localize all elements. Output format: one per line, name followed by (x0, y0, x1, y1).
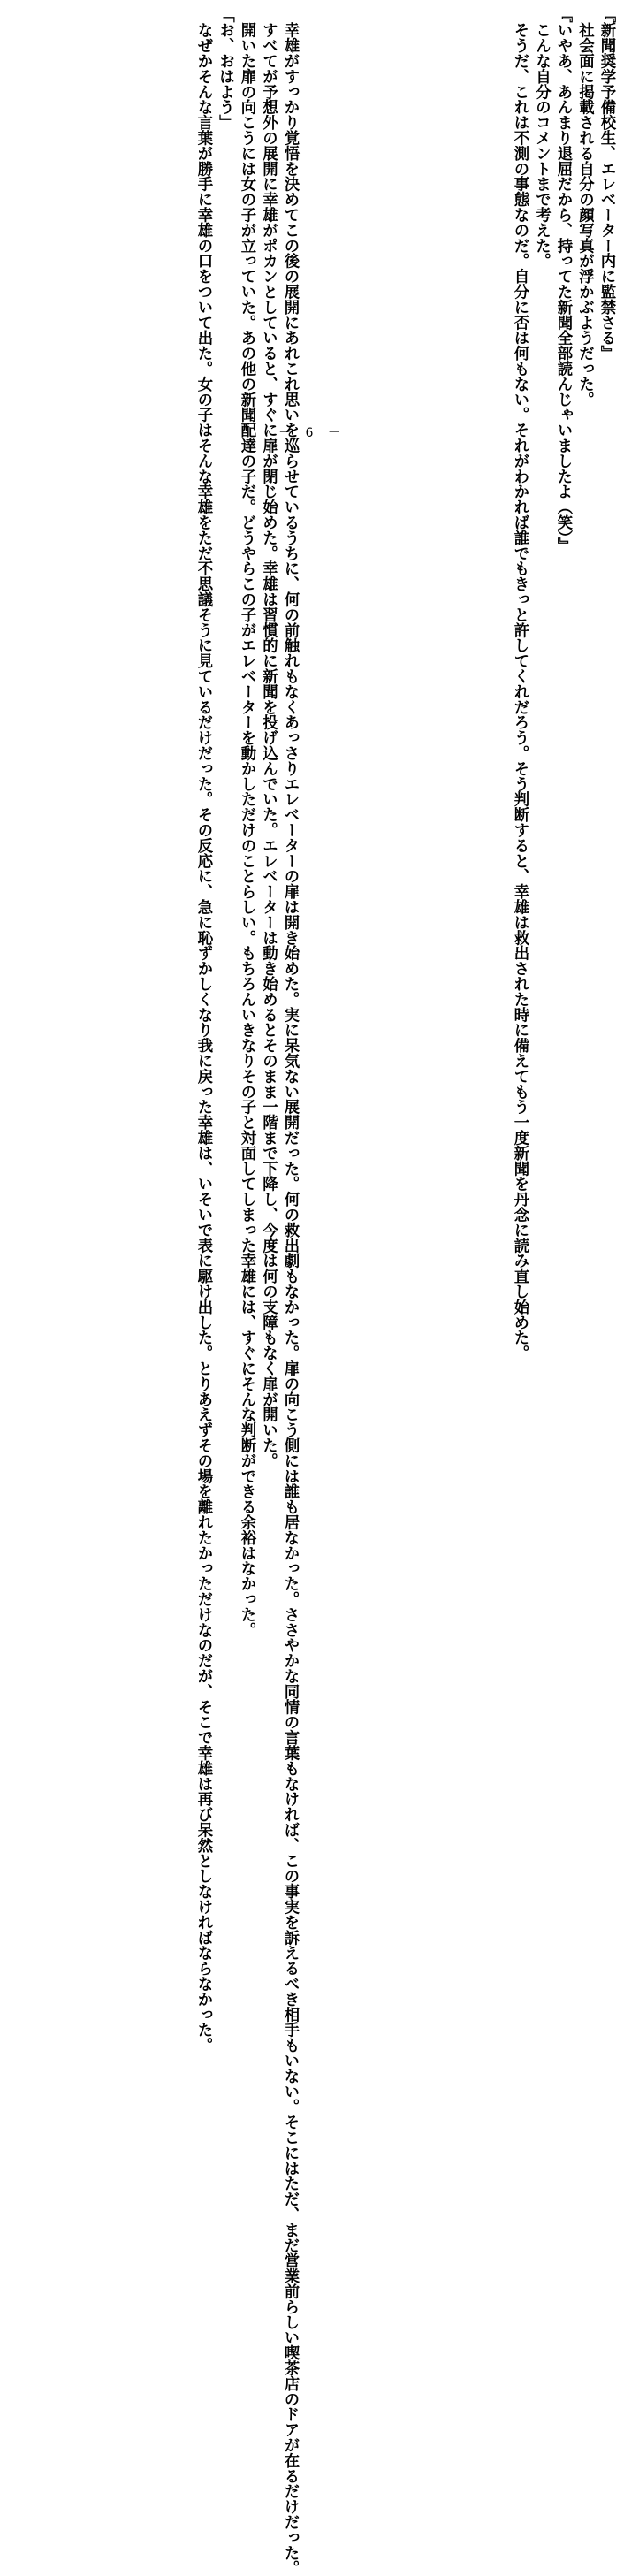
paragraph-quote: 『いやあ、あんまり退屈だから、持ってた新聞全部読んじゃいましたよ（笑）』 (554, 7, 572, 553)
paragraph: 社会面に掲載される自分の顔写真が浮かぶようだった。 (575, 7, 594, 408)
left-text-column (193, 7, 301, 2576)
paragraph: なぜかそんな言葉が勝手に幸雄の口をついて出た。女の子はそんな幸雄をただ不思議そうに見ているだけだった。その反応に、急に恥ずかしくなり我に戻った幸雄は、いそいで表に駆け出した。とりあえずその場を離れたかっただけなのだが、そこで幸雄は再び呆然としなければならなかった。 (194, 7, 212, 2054)
right-text-column (509, 7, 618, 1361)
paragraph: こんな自分のコメントまで考えた。 (532, 7, 551, 269)
paragraph-dialogue: 「お、おはよう」 (216, 7, 234, 131)
page-number: － 6 － (278, 426, 346, 440)
paragraph: 開いた扉の向こうには女の子が立っていた。あの他の新聞配達の子だ。どうやらこの子がエレベーターを動かしただけのことらしい。もちろんいきなりその子と対面してしまった幸雄には、すぐにそんな判断ができる余裕はなかった。 (238, 7, 255, 1638)
paragraph: 幸雄がすっかり覚悟を決めてこの後の展開にあれこれ思いを巡らせているうちに、何の前触れもなくあっさりエレベーターの扉は開き始めた。実に呆気ない展開だった。何の救出劇もなかった。扉の向こう側には誰も居なかった。ささやかな同情の言葉もなければ、この事実を訴えるべき相手もいない。そこにはただ、まだ営業前らしい喫茶店のドアが在るだけだった。 (281, 7, 299, 2576)
paragraph: そうだ、これは不測の事態なのだ。自分に否は何もない。それがわかれば誰でもきっと許してくれだろう。そう判断すると、幸雄は救出された時に備えてもう一度新聞を丹念に読み直し始めた。 (511, 7, 529, 1361)
paragraph-headline: 『新聞奨学予備校生、エレベーター内に監禁さる』 (597, 7, 615, 362)
paragraph: すべてが予想外の展開に幸雄がポカンとしていると、すぐに扉が閉じ始めた。幸雄は習慣的に新聞を投げ込んでいた。エレベーターは動き始めるとそのまま一階まで下降し、今度は何の支障もなく扉が開いた。 (259, 7, 278, 1468)
